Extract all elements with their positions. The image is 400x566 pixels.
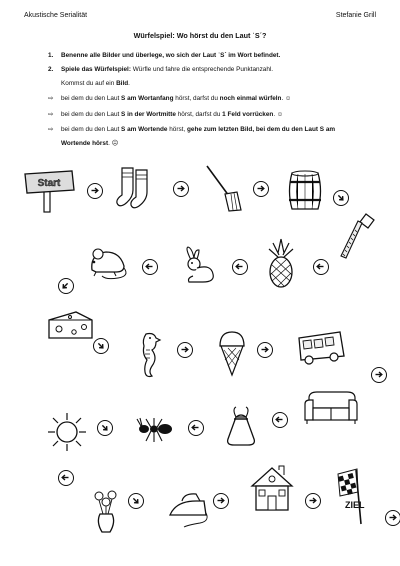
header-left: Akustische Serialität <box>24 12 88 19</box>
arrow-right-icon <box>257 342 273 358</box>
arrow-right-icon <box>87 183 103 199</box>
instruction-segment: . <box>128 80 130 87</box>
vase-picture <box>90 490 122 534</box>
instruction-segment: Spiele das Würfelspiel: <box>61 66 131 73</box>
goal-flag-picture <box>330 468 370 526</box>
broom-picture <box>203 164 243 214</box>
arrow-left-icon <box>232 259 248 275</box>
instruction-segment: S am Wortanfang <box>121 95 174 102</box>
instruction-segment: gehe zum letzten Bild, bei dem du den Laut S am <box>187 126 336 133</box>
instruction-segment: noch einmal würfeln <box>219 95 282 102</box>
instruction-text <box>61 80 400 88</box>
mouse-picture <box>84 244 130 282</box>
instruction-segment: bei dem du den Laut <box>61 95 122 102</box>
instruction-segment: Würfle und fahre die entsprechende Punktanzahl. <box>130 66 274 73</box>
instruction-segment: S am Wortende <box>121 126 168 133</box>
arrow-bullet: ⇨ <box>48 126 54 133</box>
instruction-text <box>61 140 400 148</box>
arrow-right-icon <box>253 181 269 197</box>
header-right: Stefanie Grill <box>335 12 376 19</box>
arrow-left-icon <box>58 470 74 486</box>
seahorse-picture <box>136 330 162 380</box>
cheese-picture <box>46 308 94 342</box>
arrow-right-icon <box>385 510 400 526</box>
ant-picture <box>136 416 174 444</box>
iron-picture <box>166 489 210 529</box>
pineapple-picture <box>265 237 297 289</box>
arrow-left-icon <box>188 420 204 436</box>
instruction-segment: hörst, darfst du <box>175 111 223 118</box>
instruction-segment: . ☺ <box>281 95 292 102</box>
arrow-down-right-icon <box>97 420 113 436</box>
instruction-segment: Kommst du auf ein <box>61 80 117 87</box>
instruction-segment: 1 Feld vorrücken <box>222 111 274 118</box>
instruction-segment: bei dem du den Laut <box>61 126 122 133</box>
arrow-right-icon <box>371 367 387 383</box>
arrow-left-icon <box>142 259 158 275</box>
rabbit-picture <box>177 246 217 286</box>
instruction-segment: Bild <box>116 80 129 87</box>
instruction-text <box>61 66 400 74</box>
sofa-picture <box>303 390 359 428</box>
instruction-segment: . ☹ <box>108 140 119 147</box>
arrow-bullet: ⇨ <box>48 111 54 118</box>
instruction-text <box>61 126 400 134</box>
step-number: 2. <box>48 66 54 73</box>
instruction-segment: hörst, <box>167 126 187 133</box>
instruction-text <box>61 52 400 60</box>
arrow-down-right-icon <box>93 338 109 354</box>
arrow-down-right-icon <box>128 493 144 509</box>
goal-label: ZIEL <box>345 500 365 510</box>
instruction-segment: bei dem du den Laut <box>61 111 122 118</box>
instruction-segment: Wortende hörst <box>61 140 109 147</box>
arrow-right-icon <box>305 493 321 509</box>
instruction-segment: S in der Wortmitte <box>121 111 176 118</box>
arrow-right-icon <box>173 181 189 197</box>
sack-picture <box>224 405 258 447</box>
start-sign-label: Start <box>37 178 61 189</box>
barrel-picture <box>287 170 323 212</box>
arrow-bullet: ⇨ <box>48 95 54 102</box>
arrow-left-icon <box>313 259 329 275</box>
socks-picture <box>116 165 156 211</box>
saw-picture <box>338 210 376 264</box>
arrow-right-icon <box>213 493 229 509</box>
instruction-segment: hörst, darfst du <box>173 95 220 102</box>
start-sign-picture <box>22 168 76 214</box>
sun-picture <box>46 411 88 453</box>
instruction-text <box>61 111 400 119</box>
step-number: 1. <box>48 52 54 59</box>
instruction-text <box>61 95 400 103</box>
instruction-segment: Benenne alle Bilder und überlege, wo sich der Laut ˈSˊ im Wort befindet. <box>61 52 281 59</box>
arrow-down-right-icon <box>333 190 349 206</box>
arrow-left-icon <box>272 412 288 428</box>
ice-cream-picture <box>216 330 248 378</box>
bus-picture <box>296 330 346 366</box>
arrow-down-left-icon <box>58 278 74 294</box>
page-title: Würfelspiel: Wo hörst du den Laut ˈSˊ? <box>133 31 267 40</box>
arrow-right-icon <box>177 342 193 358</box>
house-picture <box>249 464 295 514</box>
instruction-segment: . ☺ <box>273 111 284 118</box>
